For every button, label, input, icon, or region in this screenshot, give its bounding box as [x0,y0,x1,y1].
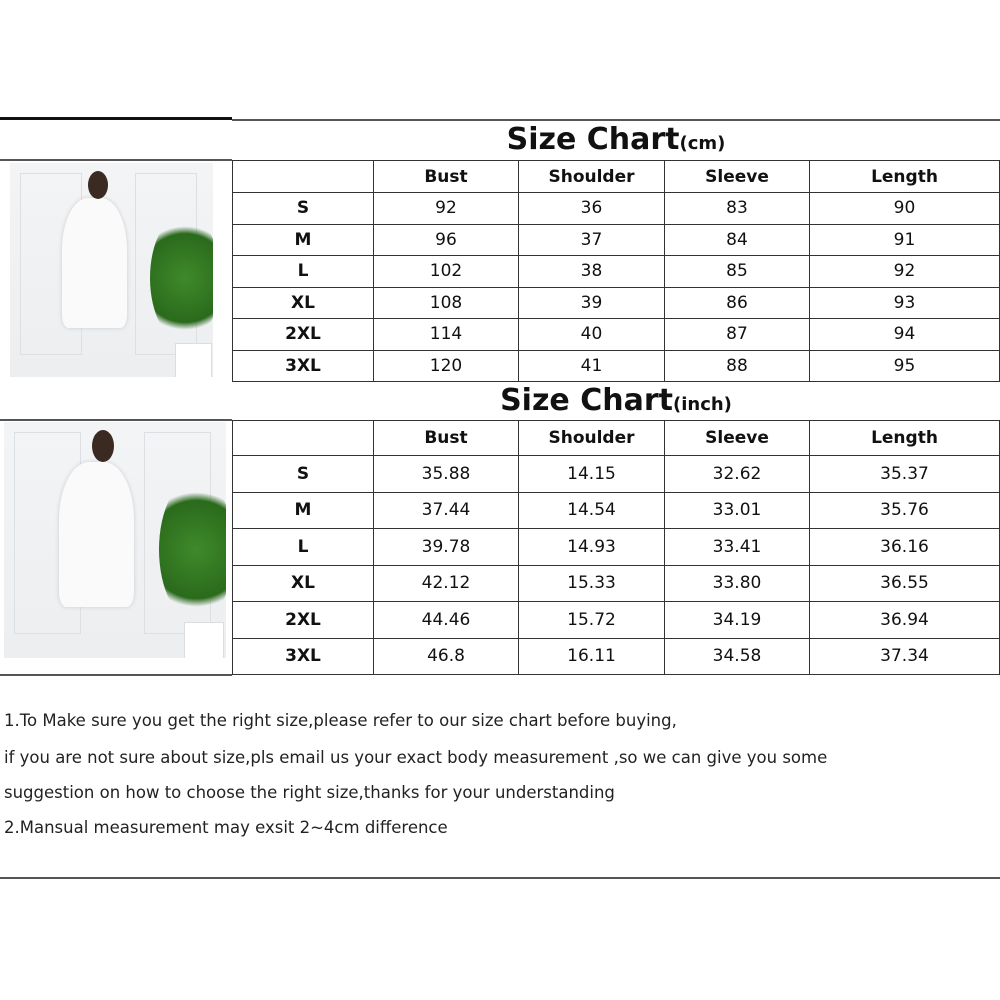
measurement-cell: 32.62 [665,456,810,493]
notes-top-rule [0,674,232,676]
header-length: Length [810,421,1000,456]
measurement-cell: 36.94 [810,602,1000,639]
table-row [233,319,1000,351]
model-head [92,430,114,462]
size-label: XL [233,565,374,602]
measurement-cell: 91 [810,224,1000,256]
measurement-cell: 35.76 [810,492,1000,529]
top-rule-thick [0,117,232,120]
size-label: 2XL [233,602,374,639]
measurement-cell: 85 [665,256,810,288]
table-header-row [233,421,1000,456]
product-photo-inch [4,422,226,658]
size-label: 3XL [233,638,374,675]
header-bust: Bust [374,421,519,456]
notes-bottom-rule [0,877,1000,879]
measurement-cell: 94 [810,319,1000,351]
measurement-cell: 39.78 [374,529,519,566]
measurement-cell: 34.19 [665,602,810,639]
rule-left-inch [0,419,232,421]
measurement-cell: 87 [665,319,810,351]
table-row [233,256,1000,288]
size-label: XL [233,287,374,319]
table-row [233,224,1000,256]
model-dress [59,462,134,607]
note-line: suggestion on how to choose the right size,thanks for your understanding [4,783,615,802]
plant [150,213,213,343]
title-text: Size Chart [500,383,673,418]
measurement-cell: 44.46 [374,602,519,639]
header-shoulder: Shoulder [519,161,665,193]
size-label: L [233,529,374,566]
header-cell [233,421,374,456]
size-label: S [233,456,374,493]
cm-size-table [232,160,1000,382]
measurement-cell: 37 [519,224,665,256]
size-label: M [233,492,374,529]
measurement-cell: 92 [374,193,519,225]
table-row [233,602,1000,639]
inch-chart-title [232,382,1000,420]
measurement-cell: 42.12 [374,565,519,602]
table-row [233,287,1000,319]
note-line: 1.To Make sure you get the right size,please refer to our size chart before buying, [4,711,677,730]
measurement-cell: 88 [665,350,810,382]
cm-chart-title [232,121,1000,159]
measurement-cell: 14.54 [519,492,665,529]
table-row [233,492,1000,529]
measurement-cell: 95 [810,350,1000,382]
measurement-cell: 40 [519,319,665,351]
table-row [233,565,1000,602]
note-line: 2.Mansual measurement may exsit 2~4cm difference [4,818,448,837]
unit-label: (inch) [672,394,732,415]
size-label: L [233,256,374,288]
inch-size-table [232,420,1000,675]
header-sleeve: Sleeve [665,421,810,456]
measurement-cell: 35.88 [374,456,519,493]
measurement-cell: 120 [374,350,519,382]
plant [159,477,226,622]
measurement-cell: 39 [519,287,665,319]
note-line: if you are not sure about size,pls email us your exact body measurement ,so we can give you some [4,748,828,767]
measurement-cell: 46.8 [374,638,519,675]
model-dress [62,198,127,328]
measurement-cell: 90 [810,193,1000,225]
header-bust: Bust [374,161,519,193]
table-row [233,529,1000,566]
measurement-cell: 36 [519,193,665,225]
measurement-cell: 38 [519,256,665,288]
measurement-cell: 108 [374,287,519,319]
header-cell [233,161,374,193]
measurement-cell: 15.72 [519,602,665,639]
measurement-cell: 92 [810,256,1000,288]
measurement-cell: 41 [519,350,665,382]
size-label: 3XL [233,350,374,382]
measurement-cell: 35.37 [810,456,1000,493]
plant-pot [184,622,224,658]
plant-pot [175,343,212,377]
table-header-row [233,161,1000,193]
measurement-cell: 114 [374,319,519,351]
measurement-cell: 16.11 [519,638,665,675]
measurement-cell: 33.01 [665,492,810,529]
measurement-cell: 33.41 [665,529,810,566]
product-photo-cm [10,163,213,377]
measurement-cell: 34.58 [665,638,810,675]
measurement-cell: 36.55 [810,565,1000,602]
size-label: M [233,224,374,256]
measurement-cell: 37.34 [810,638,1000,675]
measurement-cell: 15.33 [519,565,665,602]
measurement-cell: 86 [665,287,810,319]
measurement-cell: 102 [374,256,519,288]
header-length: Length [810,161,1000,193]
header-shoulder: Shoulder [519,421,665,456]
title-text: Size Chart [506,122,680,157]
measurement-cell: 96 [374,224,519,256]
table-row [233,350,1000,382]
measurement-cell: 93 [810,287,1000,319]
unit-label: (cm) [679,133,726,154]
measurement-cell: 83 [665,193,810,225]
header-sleeve: Sleeve [665,161,810,193]
measurement-cell: 36.16 [810,529,1000,566]
table-row [233,456,1000,493]
measurement-cell: 37.44 [374,492,519,529]
size-label: 2XL [233,319,374,351]
size-label: S [233,193,374,225]
measurement-cell: 14.93 [519,529,665,566]
table-row [233,638,1000,675]
model-head [88,171,108,199]
table-row [233,193,1000,225]
measurement-cell: 33.80 [665,565,810,602]
rule-left-cm [0,159,232,161]
measurement-cell: 84 [665,224,810,256]
measurement-cell: 14.15 [519,456,665,493]
